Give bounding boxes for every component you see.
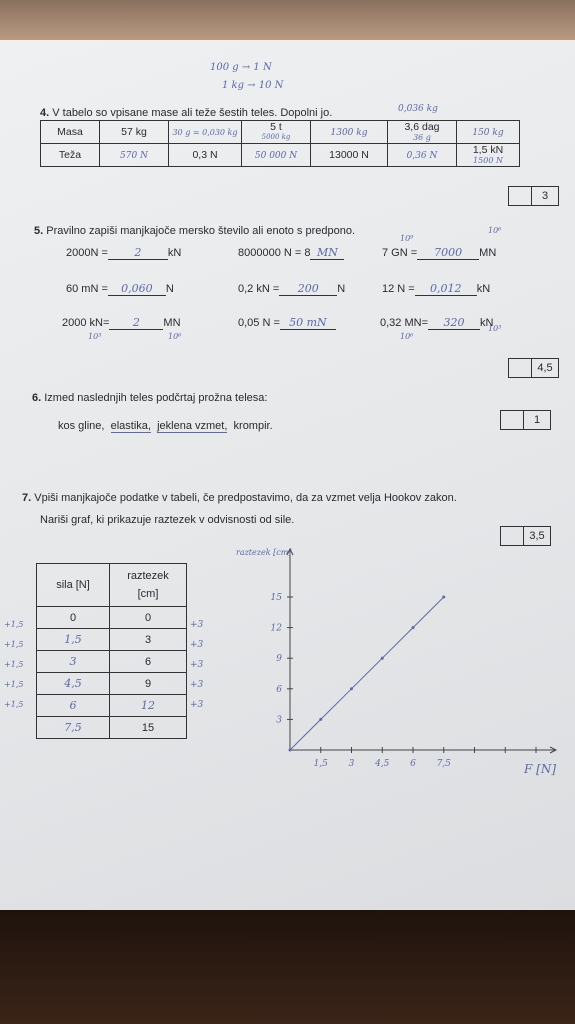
q5-answer-blank: 320 <box>428 316 480 330</box>
q4-value: 30 g = 0,030 kg <box>172 128 238 137</box>
q4-prompt <box>40 107 332 119</box>
q7-sila-cell: 1,5 <box>37 629 110 651</box>
q5-score-box <box>508 358 559 378</box>
q4-text: V tabelo so vpisane mase ali teže šestih teles. Dopolni jo. <box>52 107 333 119</box>
q7-score: 3,5 <box>529 530 545 542</box>
q4-number: 4. <box>40 107 50 119</box>
q7-sila-cell: 6 <box>37 695 110 717</box>
q4-value: 570 N <box>120 151 148 161</box>
q7-header-raztezek <box>110 564 187 607</box>
data-point <box>289 749 292 752</box>
q4-value: 0,36 N <box>406 151 438 161</box>
q5-number: 5. <box>34 225 44 237</box>
q4-cell <box>311 121 388 144</box>
data-point <box>381 657 384 660</box>
q5-note: 10⁶ <box>400 332 414 341</box>
q4-cell <box>242 144 311 167</box>
q5-item-post: kN <box>476 283 491 295</box>
q7-number: 7. <box>22 492 32 504</box>
q5-score: 4,5 <box>537 362 553 374</box>
q7-table-row <box>37 673 187 695</box>
q6-score-box <box>500 410 551 430</box>
q5-note: 10⁶ <box>168 332 182 341</box>
q5-answer-blank: MN <box>310 246 344 260</box>
q4-value: 5 t <box>270 120 282 133</box>
q7-table-row <box>37 651 187 673</box>
q5-item-post: N <box>165 283 174 295</box>
q7-left-note: +1,5 <box>4 660 24 669</box>
q4-value: 50 000 N <box>254 151 298 161</box>
q4-label-teza: Teža <box>41 144 100 167</box>
q5-answer-blank: 50 mN <box>280 316 336 330</box>
q5-answer-blank: 0,012 <box>415 282 477 296</box>
q7-right-note: +3 <box>190 700 204 710</box>
q7-left-note: +1,5 <box>4 640 24 649</box>
q7-table-row <box>37 629 187 651</box>
q4-cell <box>311 144 388 167</box>
data-point <box>442 596 445 599</box>
q4-cell <box>457 121 520 144</box>
q7-right-note: +3 <box>190 660 204 670</box>
q5-item-post: MN <box>479 247 497 259</box>
q4-label-masa: Masa <box>41 121 100 144</box>
q5-item <box>238 316 336 330</box>
q4-value: 0,3 N <box>192 149 218 161</box>
x-tick-label: 4,5 <box>375 759 390 769</box>
q5-answer-blank: 0,060 <box>108 282 166 296</box>
q5-item <box>382 282 490 296</box>
q5-item-post: kN <box>167 247 182 259</box>
q6-prompt <box>32 392 267 404</box>
q7-header-raztezek-label: raztezek <box>127 570 169 582</box>
q4-cell <box>100 144 169 167</box>
q5-item <box>382 246 496 260</box>
q4-cell <box>169 121 242 144</box>
q7-right-note: +3 <box>190 620 204 630</box>
q7-right-note: +3 <box>190 640 204 650</box>
q5-item <box>238 246 344 260</box>
q4-note: 0,036 kg <box>398 104 438 114</box>
q5-note: 10³ <box>88 332 102 341</box>
y-tick-label: 3 <box>276 715 282 726</box>
q6-item-underlined: elastika, <box>110 420 151 432</box>
q4-value: 1300 kg <box>330 128 368 138</box>
q7-raztezek-cell: 6 <box>110 651 187 673</box>
q4-value: 1,5 kN <box>472 143 504 156</box>
q5-item-pre: 0,2 kN = <box>238 283 280 295</box>
x-tick-label: 7,5 <box>436 759 451 769</box>
q6-score: 1 <box>533 414 541 426</box>
q4-cell <box>388 121 457 144</box>
q5-item <box>238 282 345 296</box>
q4-table <box>40 120 520 167</box>
q7-raztezek-cell: 12 <box>110 695 187 717</box>
x-tick-label: 6 <box>410 759 416 769</box>
q4-sub: 5000 kg <box>261 132 291 141</box>
q7-table-body <box>37 607 187 739</box>
q4-cell <box>242 121 311 144</box>
q5-item-pre: 60 mN = <box>66 283 108 295</box>
q7-table-row <box>37 607 187 629</box>
q7-sila-cell: 0 <box>37 607 110 629</box>
q7-table <box>36 563 187 739</box>
q7-chart <box>230 545 565 785</box>
q4-sub: 36 g <box>413 132 431 142</box>
q7-score-box <box>500 526 551 546</box>
q7-prompt <box>22 492 562 504</box>
q5-item-post: kN <box>480 317 494 329</box>
y-tick-label: 12 <box>270 623 282 634</box>
y-tick-label: 6 <box>276 684 282 695</box>
q5-answer-blank: 200 <box>279 282 337 296</box>
series-line <box>290 597 444 750</box>
q4-value: 57 kg <box>121 126 147 138</box>
q6-text: Izmed naslednjih teles podčrtaj prožna telesa: <box>44 392 268 404</box>
q4-value: 13000 N <box>329 149 369 161</box>
q5-item-pre: 0,32 MN= <box>380 317 428 329</box>
q5-answer-blank: 7000 <box>417 246 479 260</box>
q5-item-pre: 0,05 N = <box>238 317 280 329</box>
q7-raztezek-cell: 15 <box>110 717 187 739</box>
q7-left-note: +1,5 <box>4 680 24 689</box>
q4-cell <box>388 144 457 167</box>
q5-answer-blank: 2 <box>108 246 168 260</box>
q6-item: krompir. <box>233 420 273 432</box>
q6-number: 6. <box>32 392 42 404</box>
q5-item-pre: 8000000 N = 8 <box>238 247 311 259</box>
q5-item-pre: 2000 kN= <box>62 317 110 329</box>
q4-row-teza <box>41 144 520 167</box>
y-tick-label: 15 <box>270 593 282 603</box>
q7-header-sila: sila [N] <box>37 564 110 607</box>
q7-table-header <box>37 564 187 607</box>
q6-item-underlined: jeklena vzmet, <box>157 420 228 432</box>
q5-item-pre: 7 GN = <box>382 247 418 259</box>
q4-row-masa <box>41 121 520 144</box>
q5-item <box>380 316 493 330</box>
q7-left-note: +1,5 <box>4 700 24 709</box>
q4-sub: 1500 N <box>473 155 503 165</box>
q7-sila-cell: 3 <box>37 651 110 673</box>
q6-items <box>58 420 273 432</box>
data-point <box>412 626 415 629</box>
y-tick-label: 9 <box>276 654 282 665</box>
q5-answer-blank: 2 <box>109 316 163 330</box>
header-note-1: 100 g → 1 N <box>210 62 272 73</box>
q7-raztezek-cell: 3 <box>110 629 187 651</box>
q7-header-raztezek-unit: [cm] <box>137 588 159 600</box>
q7-right-note: +3 <box>190 680 204 690</box>
q5-item <box>62 316 181 330</box>
q4-cell <box>457 144 520 167</box>
x-axis-label: F [N] <box>524 762 557 776</box>
q5-item-pre: 12 N = <box>382 283 415 295</box>
q6-item: kos gline, <box>58 420 105 432</box>
data-point <box>350 687 353 690</box>
q5-text: Pravilno zapiši manjkajoče mersko število ali enoto s predpono. <box>46 225 356 237</box>
q7-table-row <box>37 695 187 717</box>
q5-item <box>66 246 181 260</box>
q7-table-row <box>37 717 187 739</box>
q5-item-post: N <box>337 283 346 295</box>
q4-cell <box>100 121 169 144</box>
q5-item <box>66 282 174 296</box>
q5-prompt <box>34 225 355 237</box>
q7-sila-cell: 7,5 <box>37 717 110 739</box>
q7-text-1: Vpiši manjkajoče podatke v tabeli, če predpostavimo, da za vzmet velja Hookov zakon. <box>34 492 457 504</box>
q4-cell <box>169 144 242 167</box>
q4-score-box <box>508 186 559 206</box>
data-point <box>319 718 322 721</box>
q7-text-2: Nariši graf, ki prikazuje raztezek v odvisnosti od sile. <box>40 514 295 526</box>
q4-value: 3,6 dag <box>404 120 440 133</box>
x-tick-label: 3 <box>348 759 355 769</box>
y-axis-label: raztezek [cm] <box>236 548 292 557</box>
header-note-2: 1 kg → 10 N <box>222 80 284 91</box>
q5-item-post: MN <box>163 317 181 329</box>
q4-value: 150 kg <box>472 128 504 138</box>
q7-sila-cell: 4,5 <box>37 673 110 695</box>
q5-item-pre: 2000N = <box>66 247 108 259</box>
x-tick-label: 1,5 <box>313 759 328 769</box>
q7-raztezek-cell: 9 <box>110 673 187 695</box>
q7-raztezek-cell: 0 <box>110 607 187 629</box>
q5-note: 10⁹ <box>400 234 414 243</box>
q7-left-note: +1,5 <box>4 620 24 629</box>
q5-note: 10³ <box>488 324 502 333</box>
q5-note: 10⁶ <box>488 226 502 235</box>
q4-score: 3 <box>541 190 549 202</box>
